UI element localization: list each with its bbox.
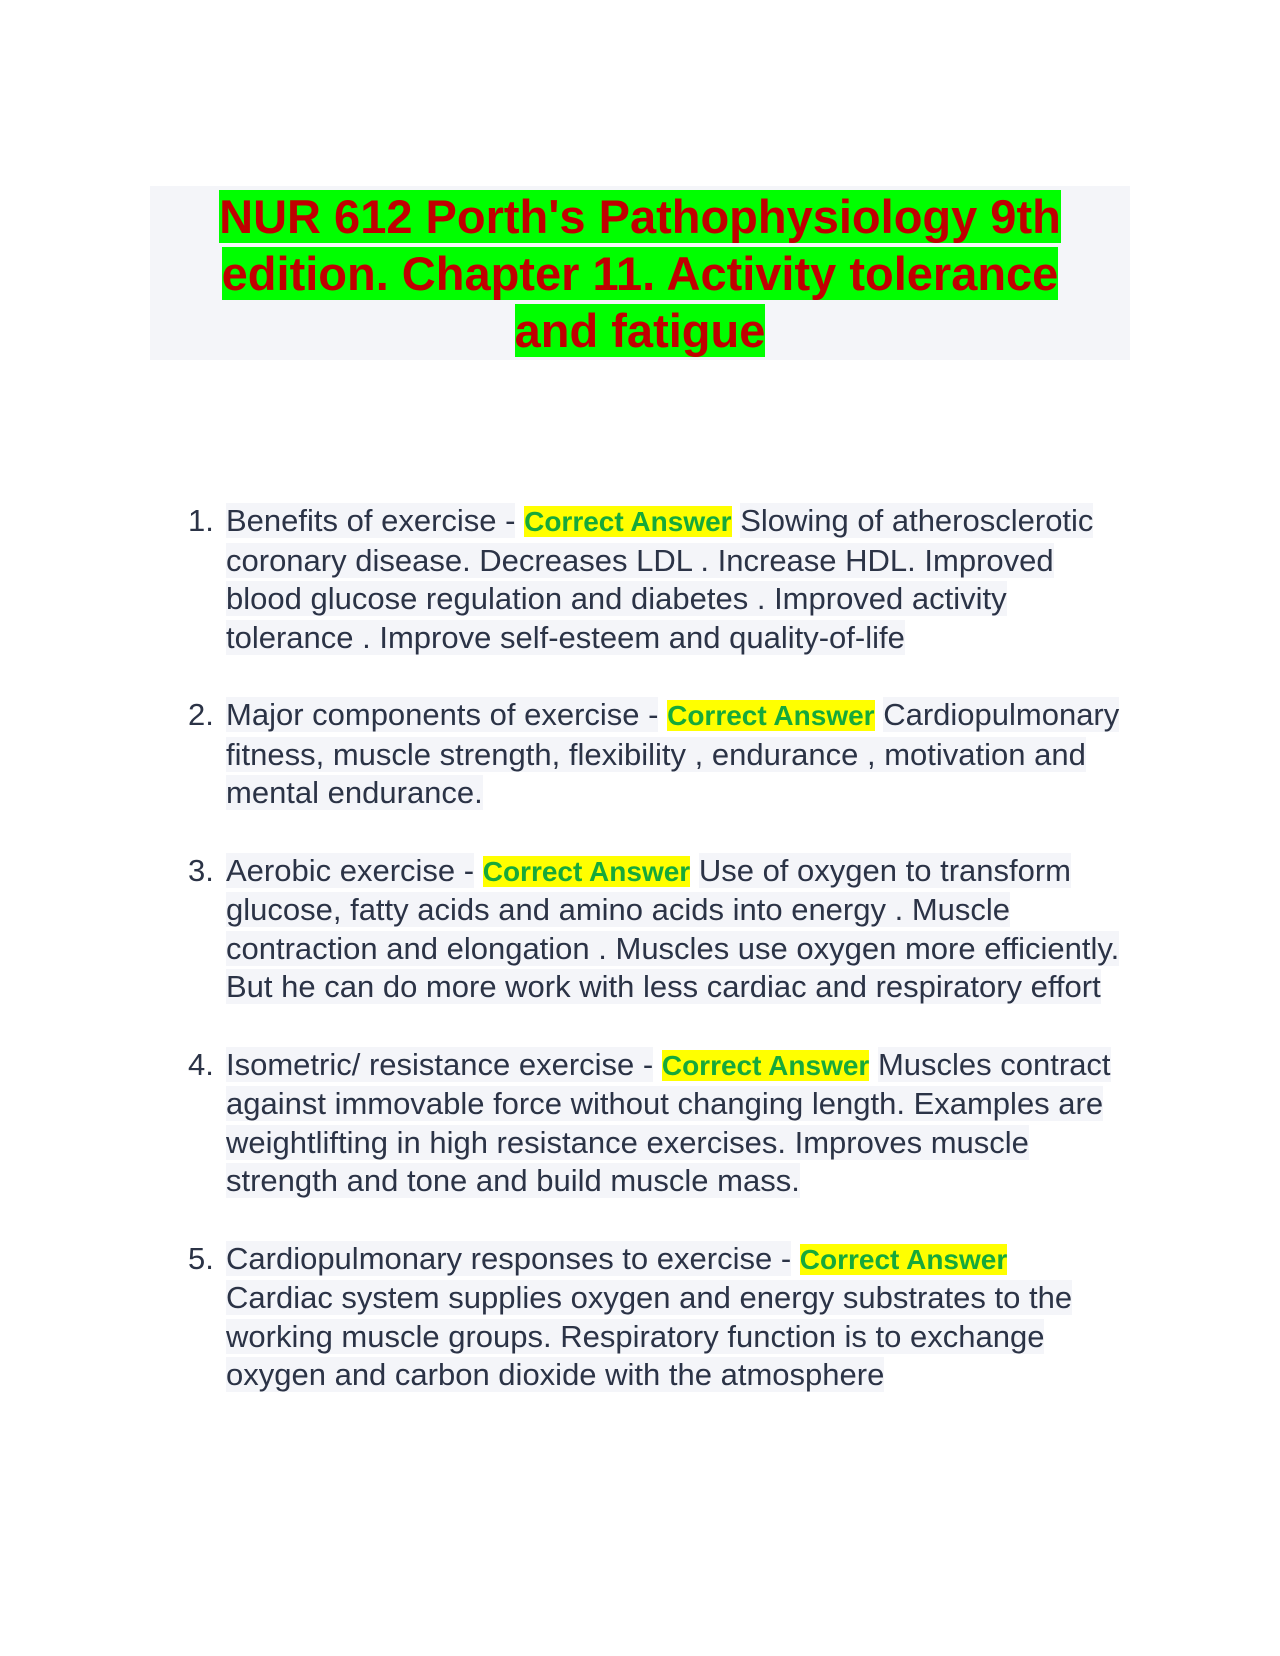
correct-answer-tag: Correct Answer xyxy=(482,855,691,887)
question-text: Benefits of exercise - xyxy=(226,503,516,538)
list-item xyxy=(182,696,1122,813)
correct-answer-tag: Correct Answer xyxy=(661,1049,870,1081)
correct-answer-tag: Correct Answer xyxy=(799,1243,1008,1275)
question-text: Aerobic exercise - xyxy=(226,852,475,888)
item-number: 3. xyxy=(188,852,214,888)
answer-text: Use of oxygen to transform glucose, fatty acids and amino acids into energy . Muscle contraction and elongation . Muscles use oxygen more efficiently. But he can do more work with less cardiac and respiratory effort xyxy=(226,852,1120,1004)
document-title-text: NUR 612 Porth's Pathophysiology 9th edition. Chapter 11. Activity tolerance and fatigue xyxy=(219,189,1061,357)
item-number: 4. xyxy=(188,1046,214,1082)
question-text: Cardiopulmonary responses to exercise - xyxy=(226,1240,792,1276)
correct-answer-tag: Correct Answer xyxy=(667,700,875,731)
title-block xyxy=(150,186,1130,360)
item-number: 2. xyxy=(188,697,214,732)
document-title xyxy=(180,188,1100,359)
answer-text: Cardiac system supplies oxygen and energy substrates to the working muscle groups. Respiratory function is to exchange oxygen and carbon dioxide with the atmosphere xyxy=(226,1280,1073,1392)
item-number: 5. xyxy=(188,1240,214,1276)
answer-text: Slowing of atherosclerotic coronary disease. Decreases LDL . Increase HDL. Improved blood glucose regulation and diabetes . Improved activity tolerance . Improve self-esteem and quality-of-life xyxy=(226,503,1094,655)
list-item xyxy=(182,852,1122,1007)
question-list xyxy=(182,502,1122,1395)
list-item xyxy=(182,1046,1122,1201)
correct-answer-tag: Correct Answer xyxy=(524,506,732,537)
question-text: Isometric/ resistance exercise - xyxy=(226,1046,654,1082)
list-item xyxy=(182,502,1122,657)
item-number: 1. xyxy=(188,503,214,538)
list-item xyxy=(182,1240,1122,1395)
answer-text: Muscles contract against immovable force without changing length. Examples are weightlifting in high resistance exercises. Improves muscle strength and tone and build muscle mass. xyxy=(226,1046,1111,1198)
answer-text: Cardiopulmonary fitness, muscle strength, flexibility , endurance , motivation and mental endurance. xyxy=(226,697,1120,810)
question-text: Major components of exercise - xyxy=(226,697,659,732)
